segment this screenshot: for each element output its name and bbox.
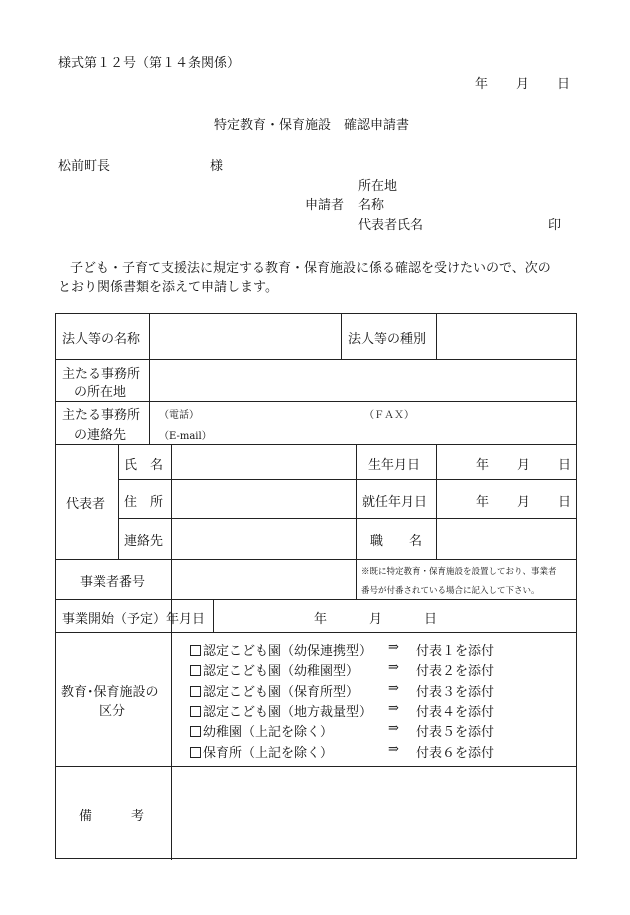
col-divider: [149, 314, 150, 359]
arrow-icon: ⇒: [388, 721, 399, 737]
arrow-icon: ⇒: [388, 700, 399, 716]
start-day: 日: [424, 612, 438, 627]
facility-option-item: [190, 681, 359, 700]
facility-option-checkbox[interactable]: [190, 665, 201, 676]
date-day-label: 日: [557, 77, 571, 92]
appointed-month: 月: [517, 495, 531, 510]
row-divider: [118, 518, 576, 519]
applicant-label: 申請者: [305, 198, 345, 213]
row-divider: [56, 632, 576, 633]
row-divider: [56, 559, 576, 560]
col-divider: [171, 444, 172, 632]
start-year: 年: [314, 612, 328, 627]
facility-option-checkbox[interactable]: [190, 706, 201, 717]
arrow-icon: ⇒: [388, 640, 399, 655]
office-contact-label-2: の連絡先: [74, 428, 127, 443]
intro-line-1: 子ども・子育て支援法に規定する教育・保育施設に係る確認を受けたいので、次の: [70, 261, 551, 276]
facility-option-item: [190, 721, 333, 740]
fax-label: （ＦＡＸ）: [364, 410, 414, 421]
facility-option-checkbox[interactable]: [190, 726, 201, 737]
rep-name-label: 氏 名: [124, 458, 164, 473]
facility-option-label: 認定こども園（地方裁量型）: [203, 704, 373, 720]
col-divider: [213, 599, 214, 632]
row-divider: [56, 359, 576, 360]
honorific: 様: [210, 159, 224, 174]
row-divider: [118, 479, 576, 480]
corp-name-label: 法人等の名称: [62, 332, 141, 347]
facility-option-attachment: 付表６を添付: [416, 745, 495, 761]
facility-type-label: 教育･保育施設の: [61, 685, 159, 700]
birth-date-label: 生年月日: [368, 458, 421, 473]
col-divider: [149, 359, 150, 444]
arrow-icon: ⇒: [388, 741, 399, 757]
rep-contact-label: 連絡先: [124, 534, 164, 549]
application-form-table: [55, 313, 577, 859]
appointed-date-label: 就任年月日: [362, 495, 428, 510]
facility-option-attachment: 付表５を添付: [416, 725, 495, 741]
start-month: 月: [369, 612, 383, 627]
business-number-note-1: ※既に特定教育・保育施設を設置しており、事業者: [361, 567, 557, 577]
appointed-year: 年: [476, 495, 490, 510]
row-divider: [56, 599, 576, 600]
facility-option-item: [190, 701, 372, 720]
col-divider: [436, 444, 437, 559]
facility-type-label-2: 区分: [99, 704, 126, 719]
facility-option-attachment: 付表３を添付: [416, 684, 495, 700]
facility-option-checkbox[interactable]: [190, 686, 201, 697]
facility-option-checkbox[interactable]: [190, 747, 201, 758]
facility-option-label: 認定こども園（幼保連携型）: [203, 644, 373, 659]
office-contact-label: 主たる事務所: [62, 408, 141, 423]
seal-mark: 印: [548, 218, 562, 233]
applicant-address-label: 所在地: [358, 179, 398, 194]
facility-option-item: [190, 660, 359, 679]
email-label: （E-mail）: [159, 431, 212, 442]
phone-label: （電話）: [159, 410, 199, 421]
col-divider: [118, 444, 119, 559]
office-location-label: 主たる事務所: [62, 367, 141, 382]
row-divider: [56, 444, 576, 445]
appointed-day: 日: [558, 495, 572, 510]
arrow-icon: ⇒: [388, 680, 399, 696]
birth-month: 月: [517, 458, 531, 473]
representative-label: 代表者: [66, 497, 106, 512]
col-divider: [356, 444, 357, 599]
addressee: 松前町長: [58, 159, 111, 174]
applicant-representative-label: 代表者氏名: [358, 218, 424, 233]
col-divider: [341, 314, 342, 359]
date-month-label: 月: [516, 77, 530, 92]
col-divider: [436, 314, 437, 359]
form-number: 様式第１２号（第１４条関係）: [58, 56, 241, 71]
page-title: 特定教育・保育施設 確認申請書: [214, 118, 410, 133]
remarks-label: 備 考: [79, 809, 145, 824]
business-number-label: 事業者番号: [80, 575, 146, 590]
facility-option-attachment: 付表２を添付: [416, 664, 495, 680]
facility-option-checkbox[interactable]: [190, 645, 201, 656]
facility-option-item: [190, 742, 333, 761]
rep-address-label: 住 所: [124, 495, 164, 510]
facility-option-label: 保育所（上記を除く）: [203, 745, 334, 761]
facility-option-attachment: 付表１を添付: [416, 644, 495, 659]
facility-option-label: 幼稚園（上記を除く）: [203, 725, 334, 741]
row-divider: [56, 766, 576, 767]
corp-type-label: 法人等の種別: [348, 332, 427, 347]
start-date-label: 事業開始（予定）年月日: [62, 612, 206, 627]
office-location-label-2: の所在地: [74, 385, 127, 400]
row-divider: [56, 401, 576, 402]
col-divider: [171, 632, 172, 860]
date-year-label: 年: [475, 77, 489, 92]
facility-option-item: [190, 640, 372, 659]
birth-day: 日: [558, 458, 572, 473]
facility-option-label: 認定こども園（幼稚園型）: [203, 664, 360, 680]
arrow-icon: ⇒: [388, 660, 399, 676]
facility-option-attachment: 付表４を添付: [416, 704, 495, 720]
position-label: 職 名: [370, 534, 423, 549]
birth-year: 年: [476, 458, 490, 473]
facility-option-label: 認定こども園（保育所型）: [203, 684, 360, 700]
intro-line-2: とおり関係書類を添えて申請します。: [58, 280, 278, 295]
business-number-note-2: 番号が付番されている場合に記入して下さい。: [361, 586, 540, 596]
applicant-name-label: 名称: [358, 198, 385, 213]
